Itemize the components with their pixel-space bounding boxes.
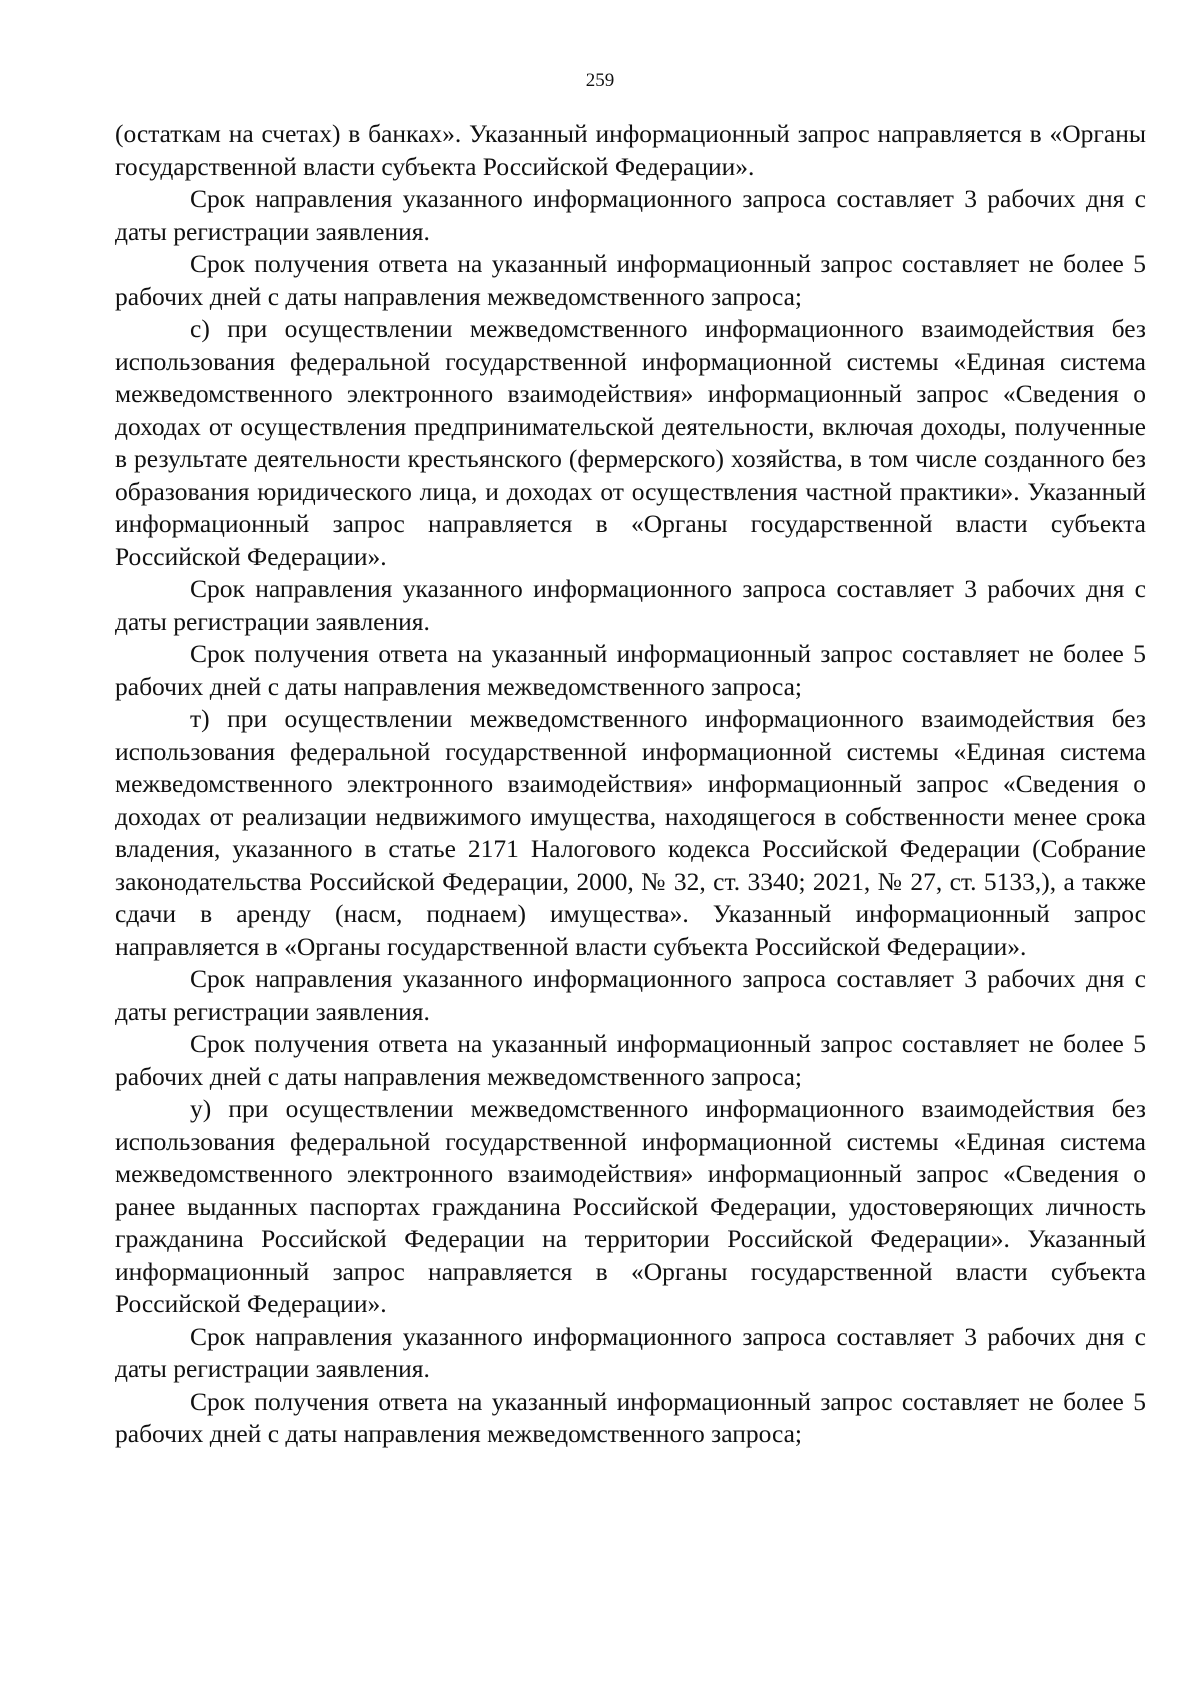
document-body [115, 118, 1146, 1451]
paragraph: (остаткам на счетах) в банках». Указанный информационный запрос направляется в «Органы государственной власти субъекта Российской Федерации». [115, 119, 1146, 181]
page-number: 259 [585, 70, 615, 91]
paragraph: Срок направления указанного информационного запроса составляет 3 рабочих дня с даты регистрации заявления. [115, 574, 1146, 636]
paragraph-item-s: с) при осуществлении межведомственного информационного взаимодействия без использования федеральной государственной информационной системы «Единая система межведомственного электронного взаимодействия» информационный запрос «Сведения о доходах от осуществления предпринимательской деятельности, включая доходы, полученные в результате деятельности крестьянского (фермерского) хозяйства, в том числе созданного без образования юридического лица, и доходах от осуществления частной практики». Указанный информационный запрос направляется в «Органы государственной власти субъекта Российской Федерации». [115, 314, 1146, 571]
paragraph: Срок получения ответа на указанный информационный запрос составляет не более 5 рабочих дней с даты направления межведомственного запроса; [115, 1029, 1146, 1091]
paragraph: Срок направления указанного информационного запроса составляет 3 рабочих дня с даты регистрации заявления. [115, 184, 1146, 246]
paragraph-item-u: у) при осуществлении межведомственного информационного взаимодействия без использования федеральной государственной информационной системы «Единая система межведомственного электронного взаимодействия» информационный запрос «Сведения о ранее выданных паспортах гражданина Российской Федерации, удостоверяющих личность гражданина Российской Федерации на территории Российской Федерации». Указанный информационный запрос направляется в «Органы государственной власти субъекта Российской Федерации». [115, 1094, 1146, 1318]
paragraph: Срок получения ответа на указанный информационный запрос составляет не более 5 рабочих дней с даты направления межведомственного запроса; [115, 639, 1146, 701]
paragraph: Срок получения ответа на указанный информационный запрос составляет не более 5 рабочих дней с даты направления межведомственного запроса; [115, 249, 1146, 311]
paragraph-item-t: т) при осуществлении межведомственного информационного взаимодействия без использования федеральной государственной информационной системы «Единая система межведомственного электронного взаимодействия» информационный запрос «Сведения о доходах от реализации недвижимого имущества, находящегося в собственности менее срока владения, указанного в статье 2171 Налогового кодекса Российской Федерации (Собрание законодательства Российской Федерации, 2000, № 32, ст. 3340; 2021, № 27, ст. 5133,), а также сдачи в аренду (насм, поднаем) имущества». Указанный информационный запрос направляется в «Органы государственной власти субъекта Российской Федерации». [115, 704, 1146, 961]
paragraph: Срок направления указанного информационного запроса составляет 3 рабочих дня с даты регистрации заявления. [115, 1321, 1146, 1383]
paragraph: Срок направления указанного информационного запроса составляет 3 рабочих дня с даты регистрации заявления. [115, 964, 1146, 1026]
paragraph: Срок получения ответа на указанный информационный запрос составляет не более 5 рабочих дней с даты направления межведомственного запроса; [115, 1386, 1146, 1448]
